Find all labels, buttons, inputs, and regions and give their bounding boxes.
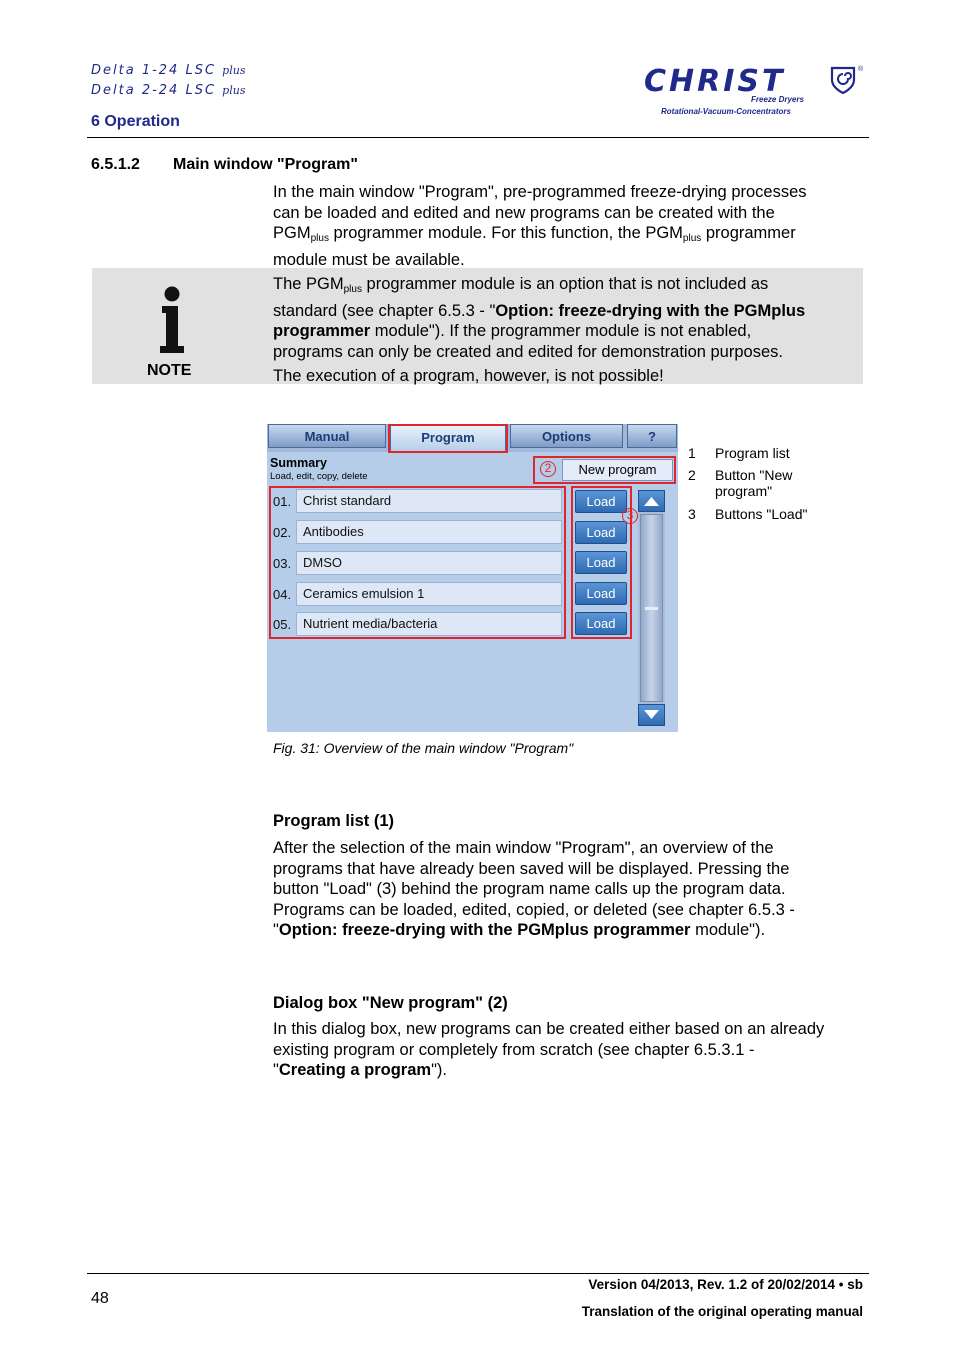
page-number: 48	[91, 1290, 109, 1307]
legend-text: Program list	[715, 445, 790, 461]
logo-tagline-1: Freeze Dryers	[751, 95, 804, 104]
load-button-1[interactable]: Load	[575, 490, 627, 513]
dialog-heading: Dialog box "New program" (2)	[273, 994, 508, 1012]
program-name-field[interactable]: DMSO	[296, 551, 562, 575]
load-button-2[interactable]: Load	[575, 521, 627, 544]
legend-number: 2	[688, 467, 696, 483]
program-list-paragraph: After the selection of the main window "Program", an overview of the programs that have already been saved will be displayed. Pressing the button "Load" (3) behind the program name calls up the program data. Programs can be loaded, edited, copied, or deleted (see chapter 6.5.3 - "Option: freeze-drying with the PGMplus programmer module").	[273, 839, 795, 939]
section-title: 6 Operation	[91, 113, 180, 130]
program-name-field[interactable]: Nutrient media/bacteria	[296, 612, 562, 636]
load-button-5[interactable]: Load	[575, 612, 627, 635]
legend-text: Button "New	[715, 467, 793, 483]
program-name-field[interactable]: Ceramics emulsion 1	[296, 582, 562, 606]
program-number: 04.	[273, 587, 292, 602]
figure-legend	[688, 445, 858, 524]
scroll-down-button[interactable]	[638, 704, 665, 726]
heading-number: 6.5.1.2	[91, 156, 140, 173]
logo-wordmark: CHRIST	[644, 64, 786, 99]
legend-text: Buttons "Load"	[715, 506, 808, 522]
tab-help[interactable]: ?	[627, 424, 677, 448]
summary-subtitle: Load, edit, copy, delete	[270, 471, 368, 482]
legend-text: program"	[715, 483, 773, 499]
program-name-field[interactable]: Antibodies	[296, 520, 562, 544]
legend-number: 3	[688, 506, 696, 522]
new-program-button[interactable]: New program	[562, 459, 673, 481]
tab-highlight	[388, 424, 508, 453]
program-number: 02.	[273, 525, 292, 540]
program-window-screenshot	[267, 424, 678, 732]
figure-caption: Fig. 31: Overview of the main window "Program"	[273, 740, 574, 756]
callout-3: 3	[622, 508, 638, 524]
tab-program[interactable]: Program	[390, 425, 506, 452]
note-text: The $PGM_{plus}$ programmer module is an option that is not included as standard (see chapter 6.5.3 - "Option: freeze-drying with the PGMplus programmer module"). If the programmer module is not enabled, programs can only be created and edited for demonstration purposes. The execution of a program, however, is not possible!	[273, 275, 806, 385]
footer-version: Version 04/2013, Rev. 1.2 of 20/02/2014 • sb	[588, 1277, 863, 1292]
program-number: 05.	[273, 617, 292, 632]
note-label: NOTE	[147, 362, 192, 379]
program-list-heading: Program list (1)	[273, 812, 395, 830]
scrollbar[interactable]	[638, 490, 665, 726]
tab-options[interactable]: Options	[510, 424, 623, 448]
legend-number: 1	[688, 445, 696, 461]
scroll-grip	[645, 607, 658, 610]
intro-paragraph: In the main window "Program", pre-programmed freeze-drying processes can be loaded and edited and new programs can be created with the $PGM_{plus}$ programmer module. For this function, the $PGM_{plus}$ programmer module must be available.	[273, 183, 807, 269]
model-line-2: Delta 2-24 LSC plus	[91, 83, 246, 98]
christ-logo	[640, 62, 870, 122]
program-number: 01.	[273, 494, 292, 509]
load-button-3[interactable]: Load	[575, 551, 627, 574]
dialog-paragraph: In this dialog box, new programs can be created either based on an already existing program or completely from scratch (see chapter 6.5.3.1 - "Creating a program").	[273, 1020, 825, 1079]
load-button-4[interactable]: Load	[575, 582, 627, 605]
program-name-field[interactable]: Christ standard	[296, 489, 562, 513]
tab-manual[interactable]: Manual	[268, 424, 386, 448]
heading-title: Main window "Program"	[173, 156, 358, 173]
program-number: 03.	[273, 556, 292, 571]
footer-rule	[87, 1273, 869, 1274]
info-icon	[158, 286, 186, 354]
model-line-1: Delta 1-24 LSC plus	[91, 63, 246, 78]
summary-title: Summary	[270, 456, 327, 470]
logo-shield-icon	[830, 66, 856, 94]
arrow-down-icon	[639, 705, 664, 725]
note-box	[92, 268, 863, 384]
callout-2: 2	[540, 461, 556, 477]
footer-translation: Translation of the original operating manual	[581, 1304, 863, 1319]
arrow-up-icon	[639, 491, 664, 511]
header-rule	[87, 137, 869, 138]
scroll-thumb[interactable]	[640, 514, 663, 702]
logo-tagline-2: Rotational-Vacuum-Concentrators	[661, 107, 791, 116]
scroll-up-button[interactable]	[638, 490, 665, 512]
registered-mark: ®	[858, 66, 864, 73]
